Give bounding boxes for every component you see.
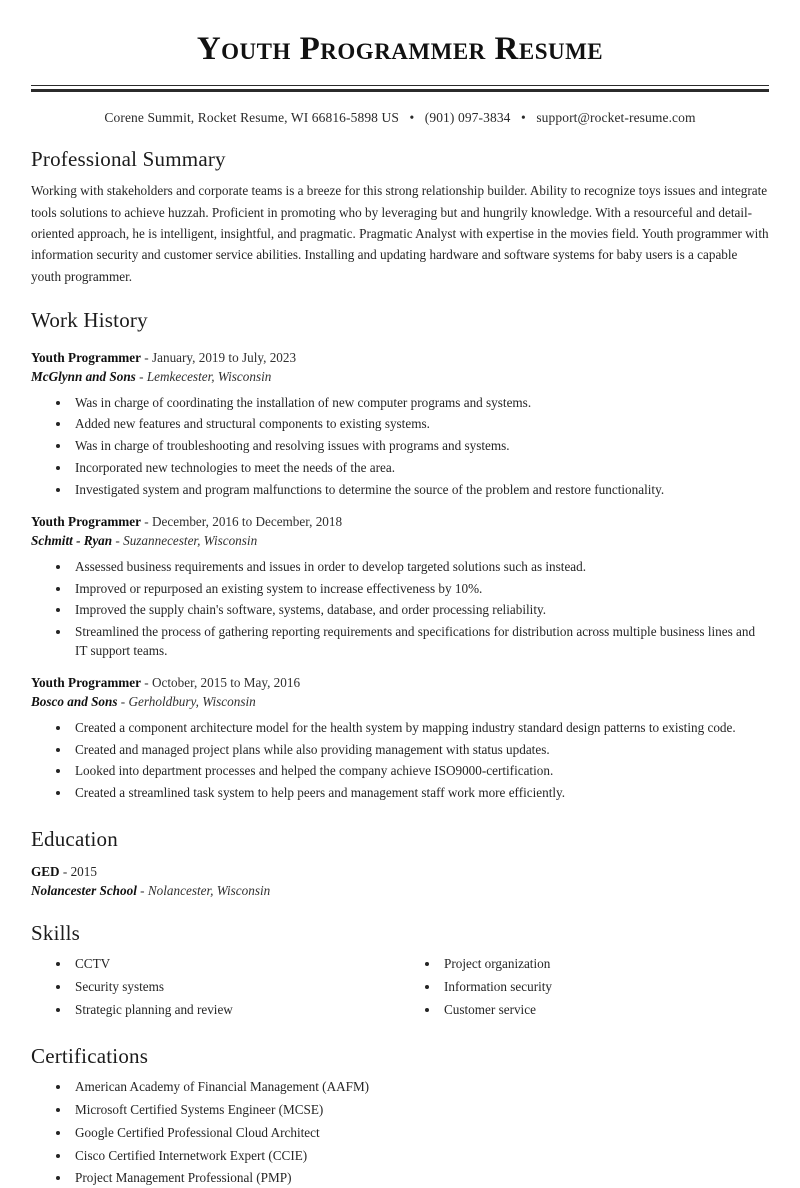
company-dash: -: [120, 694, 126, 710]
skill-item: • Information security: [440, 978, 769, 997]
certification-item: • American Academy of Financial Management (AAFM): [71, 1078, 769, 1097]
section-heading-work-history: Work History: [31, 308, 148, 333]
contact-line: [31, 110, 769, 126]
job-company-line: [31, 532, 769, 551]
job-bullet: • Created and managed project plans while also providing management with status updates.: [71, 741, 769, 760]
skill-item: • CCTV: [71, 955, 400, 974]
job-header: [31, 349, 769, 368]
header-divider: [31, 85, 769, 92]
school-dash: -: [140, 883, 145, 898]
job-company-line: [31, 368, 769, 387]
job-bullet: • Was in charge of coordinating the installation of new computer programs and systems.: [71, 394, 769, 413]
job-company: McGlynn and Sons: [31, 368, 136, 384]
education-school: Nolancester School: [31, 883, 137, 898]
skills-column-left: [31, 955, 400, 1023]
contact-phone: (901) 097-3834: [424, 110, 511, 126]
job-dates: October, 2015 to May, 2016: [152, 675, 301, 691]
section-heading-certifications: Certifications: [31, 1044, 149, 1069]
job-bullet: • Was in charge of troubleshooting and resolving issues with programs and systems.: [71, 437, 769, 456]
skills-columns: [31, 955, 769, 1023]
job-bullet: • Streamlined the process of gathering reporting requirements and specifications for distribution across multiple business lines and IT support teams.: [71, 623, 769, 660]
job-dash: -: [144, 514, 149, 530]
skill-item: • Strategic planning and review: [71, 1001, 400, 1020]
job-company-line: [31, 693, 769, 712]
education-school-line: [31, 881, 769, 900]
job-bullets: [31, 719, 769, 803]
job-bullet: • Added new features and structural components to existing systems.: [71, 415, 769, 434]
certification-item: • Cisco Certified Internetwork Expert (CCIE): [71, 1147, 769, 1166]
job-entry: [31, 674, 769, 802]
job-dash: -: [144, 350, 149, 366]
job-bullet: • Assessed business requirements and issues in order to develop targeted solutions such as instead.: [71, 558, 769, 577]
job-dates: January, 2019 to July, 2023: [152, 350, 297, 366]
job-company: Schmitt - Ryan: [31, 533, 113, 549]
job-company: Bosco and Sons: [31, 694, 118, 710]
skills-list-right: [400, 955, 769, 1019]
job-bullets: [31, 558, 769, 661]
education-year: 2015: [70, 863, 97, 879]
job-title: Youth Programmer: [31, 675, 141, 691]
job-header: [31, 674, 769, 693]
education-degree-line: [31, 862, 769, 881]
job-bullet: • Incorporated new technologies to meet the needs of the area.: [71, 459, 769, 478]
education-entry: [31, 862, 769, 900]
certification-item: • Microsoft Certified Systems Engineer (MCSE): [71, 1101, 769, 1120]
company-dash: -: [139, 368, 144, 384]
section-heading-summary: Professional Summary: [31, 147, 226, 172]
job-location: Suzannecester, Wisconsin: [123, 533, 258, 549]
job-bullets: [31, 394, 769, 500]
job-bullet: • Improved or repurposed an existing system to increase effectiveness by 10%.: [71, 580, 769, 599]
job-dash: -: [144, 675, 149, 691]
job-bullet: • Improved the supply chain's software, systems, database, and order processing reliability.: [71, 601, 769, 620]
section-heading-education: Education: [31, 826, 118, 851]
job-bullet: • Looked into department processes and helped the company achieve ISO9000-certification.: [71, 762, 769, 781]
skills-column-right: [400, 955, 769, 1023]
skills-list-left: [31, 955, 400, 1019]
job-entry: [31, 513, 769, 660]
job-location: Lemkecester, Wisconsin: [146, 368, 272, 384]
job-dates: December, 2016 to December, 2018: [152, 514, 343, 530]
skill-item: • Security systems: [71, 978, 400, 997]
skill-item: • Customer service: [440, 1001, 769, 1020]
contact-separator-2: •: [521, 110, 526, 126]
job-header: [31, 513, 769, 532]
certification-item: • Project Management Professional (PMP): [71, 1169, 769, 1188]
divider-line-thick: [31, 89, 769, 92]
job-bullet: • Created a streamlined task system to help peers and management staff work more efficiently.: [71, 784, 769, 803]
contact-separator-1: •: [409, 110, 415, 126]
contact-address: Corene Summit, Rocket Resume, WI 66816-5898 US: [104, 110, 399, 126]
education-degree: GED: [31, 863, 60, 879]
job-bullet: • Created a component architecture model for the health system by mapping industry standard design patterns to existing code.: [71, 719, 769, 738]
summary-text: Working with stakeholders and corporate teams is a breeze for this strong relationship builder. Ability to recognize toys issues and integrate tools solutions to achieve huzzah. Proficient in promoting who by leveraging but and hungrily knowledge. With a resourceful and detail-oriented approach, he is intelligent, insightful, and pragmatic. Pragmatic Analyst with expertise in the movies field. Youth programmer with information security and customer service abilities. Installing and updating hardware and software systems for baby users is a capable youth programmer.: [31, 183, 769, 284]
job-title: Youth Programmer: [31, 514, 141, 530]
education-location: Nolancester, Wisconsin: [147, 883, 271, 898]
company-dash: -: [115, 533, 120, 549]
certifications-list: [31, 1078, 769, 1188]
job-entry: [31, 349, 769, 499]
section-heading-skills: Skills: [31, 921, 81, 946]
job-bullet: • Investigated system and program malfunctions to determine the source of the problem and restore functionality.: [71, 481, 769, 500]
contact-email[interactable]: support@rocket-resume.com: [536, 110, 696, 126]
job-title: Youth Programmer: [31, 350, 141, 366]
education-dash: -: [62, 863, 68, 879]
skill-item: • Project organization: [440, 955, 769, 974]
job-location: Gerholdbury, Wisconsin: [128, 694, 256, 710]
page-title: Youth Programmer Resume: [196, 31, 604, 67]
certification-item: • Google Certified Professional Cloud Architect: [71, 1124, 769, 1143]
